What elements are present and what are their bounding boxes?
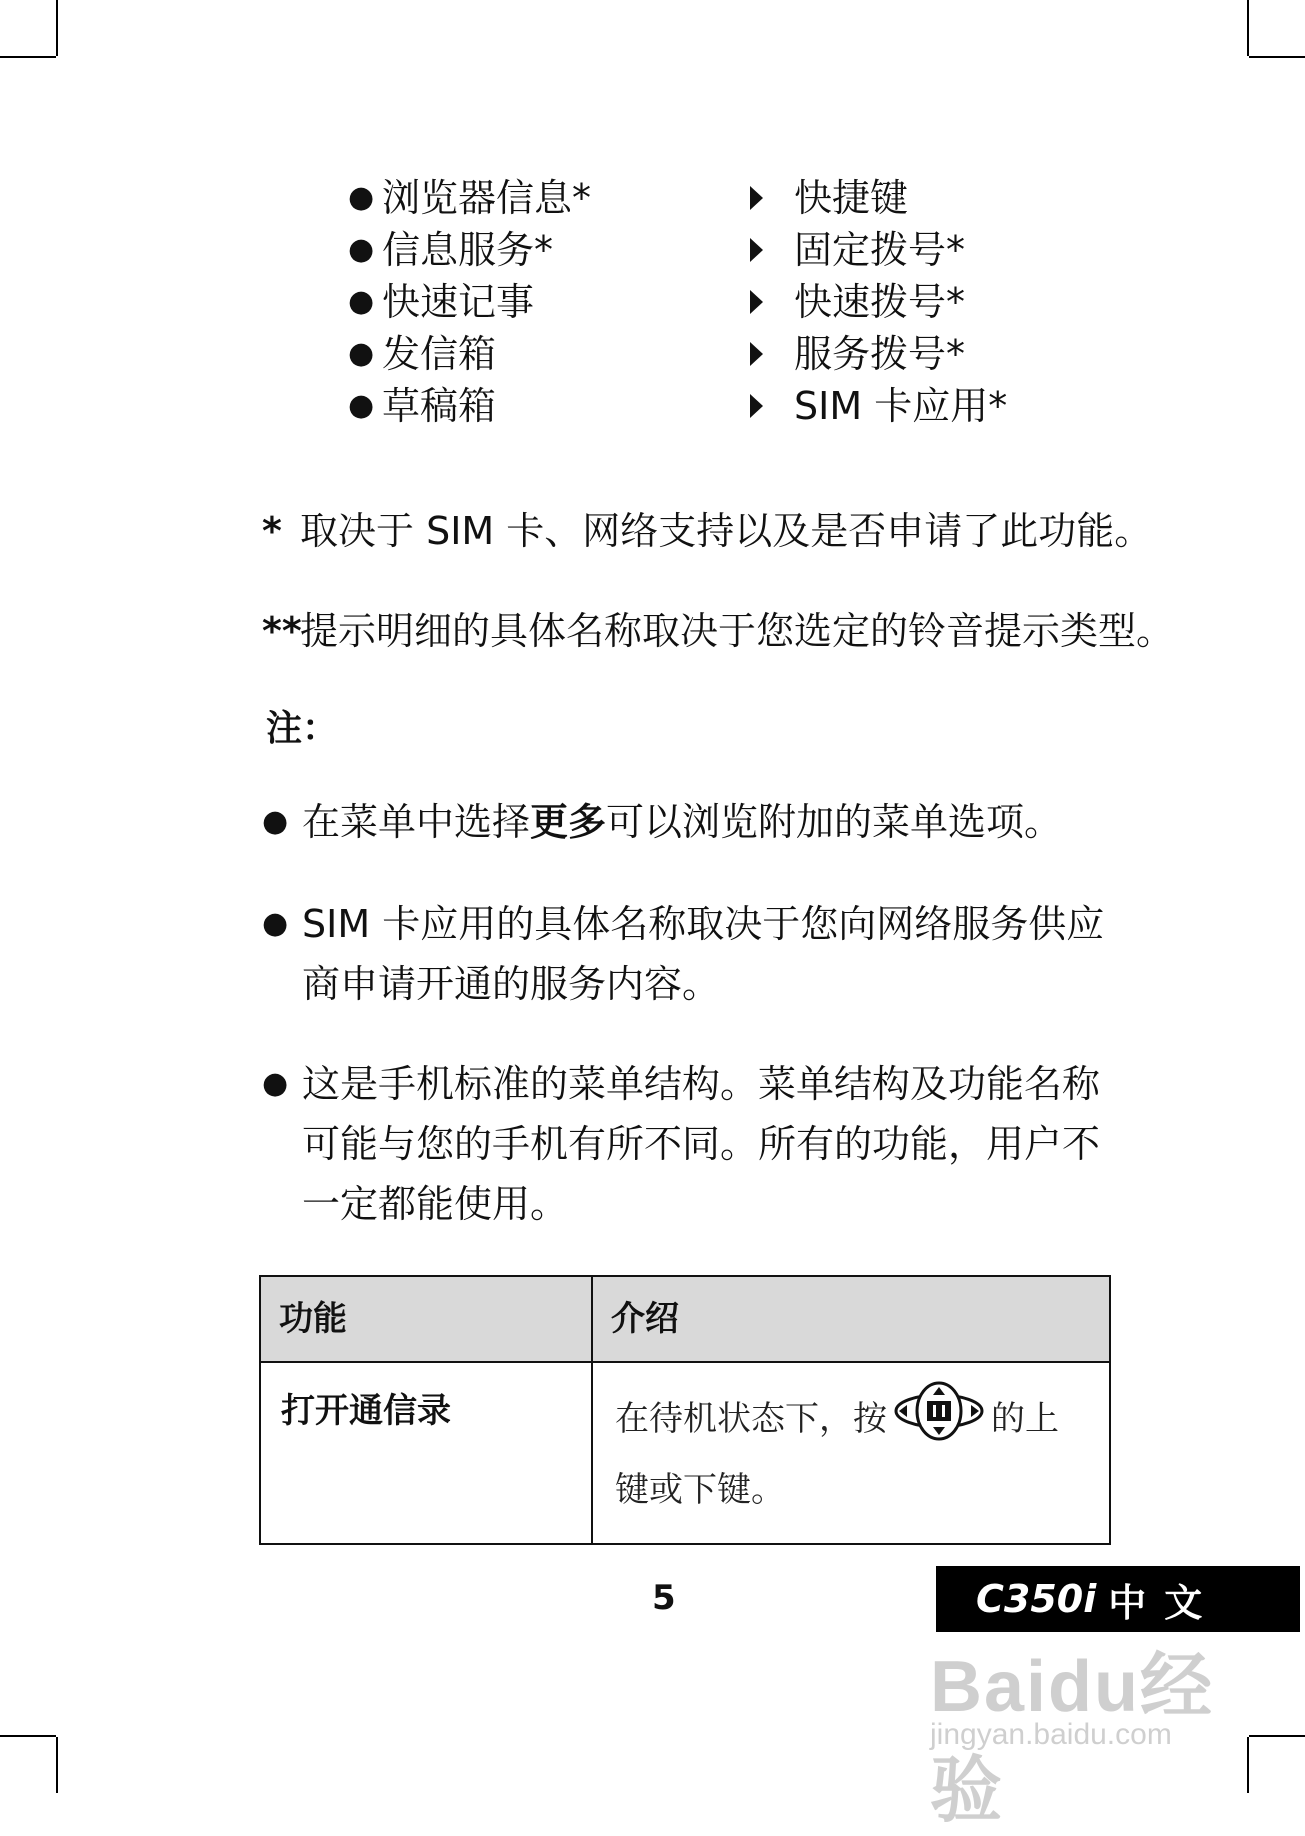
- note-item: ● SIM 卡应用的具体名称取决于您向网络服务供应商申请开通的服务内容。: [262, 894, 1122, 1014]
- baidu-watermark: [920, 1628, 1240, 1831]
- crop-mark: [1247, 1737, 1249, 1793]
- triangle-right-icon: [748, 393, 794, 419]
- crop-mark: [0, 56, 56, 58]
- crop-mark: [1249, 1735, 1305, 1737]
- list-item: 快捷键: [748, 172, 1007, 224]
- model-badge: [936, 1566, 1300, 1632]
- triangle-right-icon: [748, 237, 794, 263]
- page-number: 5: [652, 1578, 676, 1618]
- list-item: 固定拨号*: [748, 224, 1007, 276]
- note-item: ● 在菜单中选择更多可以浏览附加的菜单选项。: [262, 792, 1122, 852]
- bullet-icon: ●: [262, 1066, 289, 1101]
- function-table: [259, 1275, 1111, 1545]
- watermark-url: jingyan.baidu.com: [930, 1718, 1172, 1751]
- menu-list-left: [348, 172, 591, 432]
- triangle-right-icon: [748, 185, 794, 211]
- crop-mark: [0, 1735, 56, 1737]
- bullet-icon: ●: [262, 804, 289, 839]
- function-description-cell: 在待机状态下，按 的上键或下键。: [592, 1362, 1110, 1544]
- list-item: ● 浏览器信息*: [348, 172, 591, 224]
- bullet-icon: ●: [348, 388, 375, 423]
- language-label: 中文: [1108, 1580, 1221, 1625]
- triangle-right-icon: [748, 289, 794, 315]
- table-header-row: [260, 1276, 1110, 1362]
- list-item: SIM 卡应用*: [748, 380, 1007, 432]
- list-item: 服务拨号*: [748, 328, 1007, 380]
- watermark-logo: Baidu经验: [930, 1647, 1215, 1831]
- table-row: [260, 1362, 1110, 1544]
- crop-mark: [1247, 0, 1249, 56]
- crop-mark: [56, 1737, 58, 1793]
- list-item: ● 草稿箱: [348, 380, 591, 432]
- note-item: ● 这是手机标准的菜单结构。菜单结构及功能名称可能与您的手机有所不同。所有的功能，用户不一定都能使用。: [262, 1054, 1122, 1234]
- note-title: 注：: [266, 708, 339, 749]
- bullet-icon: ●: [262, 906, 289, 941]
- list-item: ● 发信箱: [348, 328, 591, 380]
- bullet-icon: ●: [348, 284, 375, 319]
- crop-mark: [1249, 56, 1305, 58]
- navigation-key-icon: [893, 1381, 985, 1460]
- list-item: ● 信息服务*: [348, 224, 591, 276]
- list-item: ● 快速记事: [348, 276, 591, 328]
- triangle-right-icon: [748, 341, 794, 367]
- crop-mark: [56, 0, 58, 56]
- column-header-description: 介绍: [592, 1276, 1110, 1362]
- column-header-function: 功能: [260, 1276, 592, 1362]
- model-name: C350i: [976, 1577, 1097, 1621]
- menu-list-right: [748, 172, 1007, 432]
- bullet-icon: ●: [348, 232, 375, 267]
- bullet-icon: ●: [348, 180, 375, 215]
- footnote-double-star: **提示明细的具体名称取决于您选定的铃音提示类型。: [262, 609, 1175, 653]
- footnote-single-star: * 取决于 SIM 卡、网络支持以及是否申请了此功能。: [262, 509, 1153, 553]
- bullet-icon: ●: [348, 336, 375, 371]
- list-item: 快速拨号*: [748, 276, 1007, 328]
- function-name-cell: 打开通信录: [260, 1362, 592, 1544]
